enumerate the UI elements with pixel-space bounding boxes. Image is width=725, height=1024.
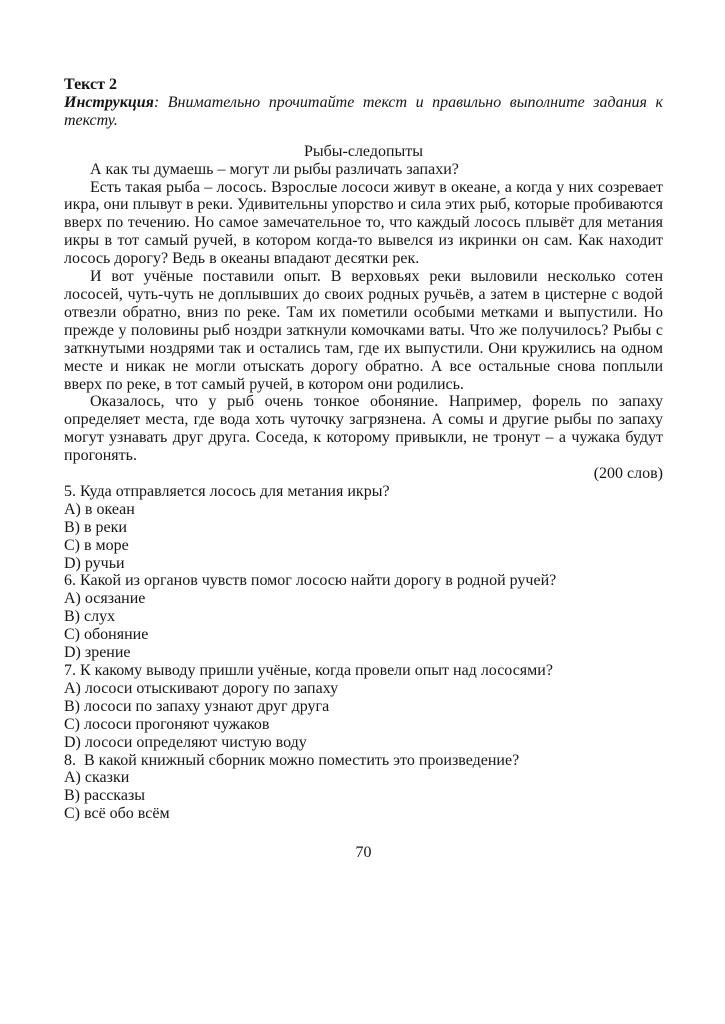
instruction <box>64 94 663 130</box>
answer-option: А) лососи отыскивают дорогу по запаху <box>64 679 339 697</box>
question-6 <box>64 572 663 662</box>
question-text: 8. В какой книжный сборник можно поместить это произведение? <box>64 751 520 769</box>
answer-option: А) осязание <box>64 590 146 608</box>
question-text: 6. Какой из органов чувств помог лососю найти дорогу в родной ручей? <box>64 572 557 590</box>
answer-option: D) зрение <box>64 644 131 662</box>
story-paragraph: Оказалось, что у рыб очень тонкое обоняние. Например, форель по запаху определяет места, где вода хоть чуточку загрязнена. А сомы и другие рыбы по запаху могут узнавать друг друга. Соседа, к которому привыкли, не тронут – а чужака будут прогонять. <box>64 393 663 465</box>
answer-option: В) в реки <box>64 518 127 536</box>
question-7 <box>64 662 663 752</box>
answer-option: С) в море <box>64 536 129 554</box>
question-text: 5. Куда отправляется лосось для метания икры? <box>64 482 390 500</box>
answer-option: В) рассказы <box>64 787 146 805</box>
story-paragraph: А как ты думаешь – могут ли рыбы различать запахи? <box>90 160 459 178</box>
answer-option: В) слух <box>64 608 116 626</box>
answer-option: А) в океан <box>64 500 135 518</box>
story-title: Рыбы-следопыты <box>303 142 424 160</box>
answer-option: А) сказки <box>64 769 130 787</box>
question-5 <box>64 483 663 573</box>
answer-option: В) лососи по запаху узнают друг друга <box>64 697 330 715</box>
instruction-label: Инструкция <box>64 93 154 111</box>
instruction-text: : Внимательно прочитайте текст и правильно выполните задания к тексту. <box>64 93 663 129</box>
question-text: 7. К какому выводу пришли учёные, когда провели опыт над лососями? <box>64 662 553 679</box>
answer-option: С) всё обо всём <box>64 805 170 823</box>
word-count-note: (200 слов) <box>593 465 663 483</box>
answer-option: С) лососи прогоняют чужаков <box>64 715 270 733</box>
answer-option: С) обоняние <box>64 626 149 644</box>
answer-option: D) ручьи <box>64 554 125 572</box>
page-number: 70 <box>355 844 372 862</box>
story-paragraph: Есть такая рыба – лосось. Взрослые лососи живут в океане, а когда у них созревает икра, они плывут в реки. Удивительны упорство и сила этих рыб, которые пробиваются вверх по течению. Но самое замечательное то, что каждый лосось плывёт для метания икры в тот самый ручей, в котором когда-то вывелся из икринки он сам. Как находит лосось дорогу? Ведь в океаны впадают десятки рек. <box>64 178 663 268</box>
page-title: Текст 2 <box>64 76 117 93</box>
story-paragraph: И вот учёные поставили опыт. В верховьях реки выловили несколько сотен лососей, чуть-чуть не доплывших до своих родных ручьёв, а затем в цистерне с водой отвезли обратно, вниз по реке. Там их пометили особыми метками и выпустили. Но прежде у половины рыб ноздри заткнули комочками ваты. Что же получилось? Рыбы с заткнутыми ноздрями так и остались там, где их выпустили. Они кружились на одном месте и никак не могли отыскать дорогу обратно. А все остальные снова поплыли вверх по реке, в тот самый ручей, в котором они родились. <box>64 268 663 393</box>
answer-option: D) лососи определяют чистую воду <box>64 733 307 751</box>
question-8 <box>64 752 663 824</box>
